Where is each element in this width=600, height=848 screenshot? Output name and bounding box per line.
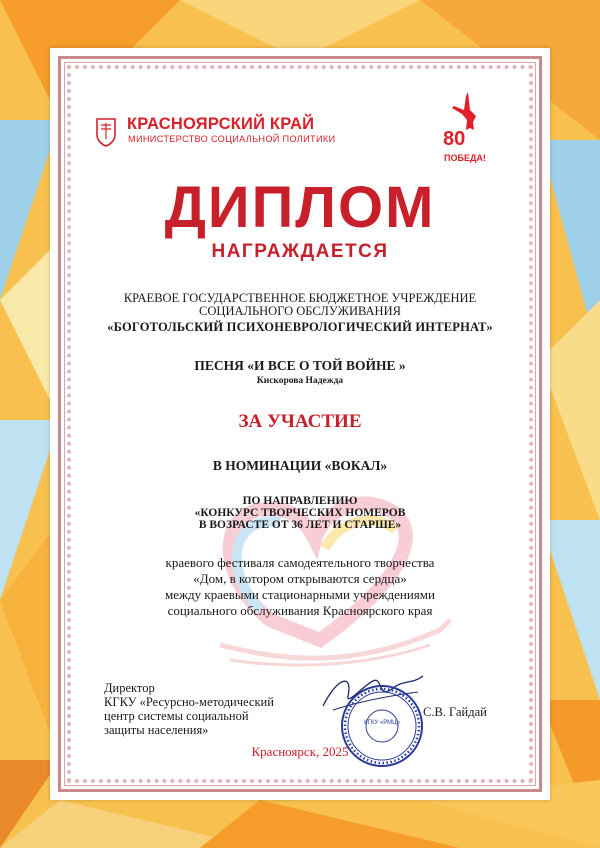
victory-word-label: ПОБЕДА! bbox=[444, 153, 486, 163]
direction-block bbox=[0, 495, 600, 531]
awarded-subtitle: НАГРАЖДАЕТСЯ bbox=[211, 241, 389, 262]
region-name: КРАСНОЯРСКИЙ КРАЙ bbox=[127, 115, 315, 133]
performer-name: Кискорова Надежда bbox=[256, 376, 344, 386]
nomination-label: В НОМИНАЦИИ «ВОКАЛ» bbox=[212, 458, 388, 473]
direction-line: В ВОЗРАСТЕ ОТ 36 ЛЕТ И СТАРШЕ» bbox=[198, 519, 402, 531]
director-title-block bbox=[104, 681, 274, 737]
festival-description bbox=[0, 555, 600, 619]
victory-80-label: 80 bbox=[443, 128, 466, 150]
organization-name: «БОГОТОЛЬСКИЙ ПСИХОНЕВРОЛОГИЧЕСКИЙ ИНТЕРНАТ» bbox=[107, 320, 493, 334]
direction-line: ПО НАПРАВЛЕНИЮ bbox=[242, 495, 358, 507]
director-line: Директор bbox=[104, 681, 155, 695]
festival-line: между краевыми стационарными учреждениями bbox=[165, 587, 435, 602]
city-year: Красноярск, 2025 bbox=[251, 744, 349, 759]
festival-line: краевого фестиваля самодеятельного творчества bbox=[165, 555, 435, 570]
participation-label: ЗА УЧАСТИЕ bbox=[238, 411, 362, 432]
organization-line-2: СОЦИАЛЬНОГО ОБСЛУЖИВАНИЯ bbox=[199, 304, 401, 318]
festival-line: «Дом, в котором открываются сердца» bbox=[193, 571, 407, 586]
organization-line-1: КРАЕВОЕ ГОСУДАРСТВЕННОЕ БЮДЖЕТНОЕ УЧРЕЖДЕНИЕ bbox=[123, 291, 477, 305]
signer-name: С.В. Гайдай bbox=[423, 705, 487, 719]
director-line: КГКУ «Ресурсно-методический bbox=[104, 695, 274, 709]
direction-line: «КОНКУРС ТВОРЧЕСКИХ НОМЕРОВ bbox=[194, 507, 406, 519]
stamp-text: КГКУ «РМЦ» bbox=[364, 720, 400, 726]
song-title: ПЕСНЯ «И ВСЕ О ТОЙ ВОЙНЕ » bbox=[194, 358, 406, 373]
festival-line: социального обслуживания Красноярского края bbox=[167, 603, 433, 618]
ministry-name: МИНИСТЕРСТВО СОЦИАЛЬНОЙ ПОЛИТИКИ bbox=[128, 134, 336, 144]
director-line: центр системы социальной bbox=[104, 709, 249, 723]
coat-of-arms-icon bbox=[95, 117, 117, 147]
director-line: защиты населения» bbox=[104, 723, 209, 737]
diploma-title: ДИПЛОМ bbox=[164, 175, 436, 240]
